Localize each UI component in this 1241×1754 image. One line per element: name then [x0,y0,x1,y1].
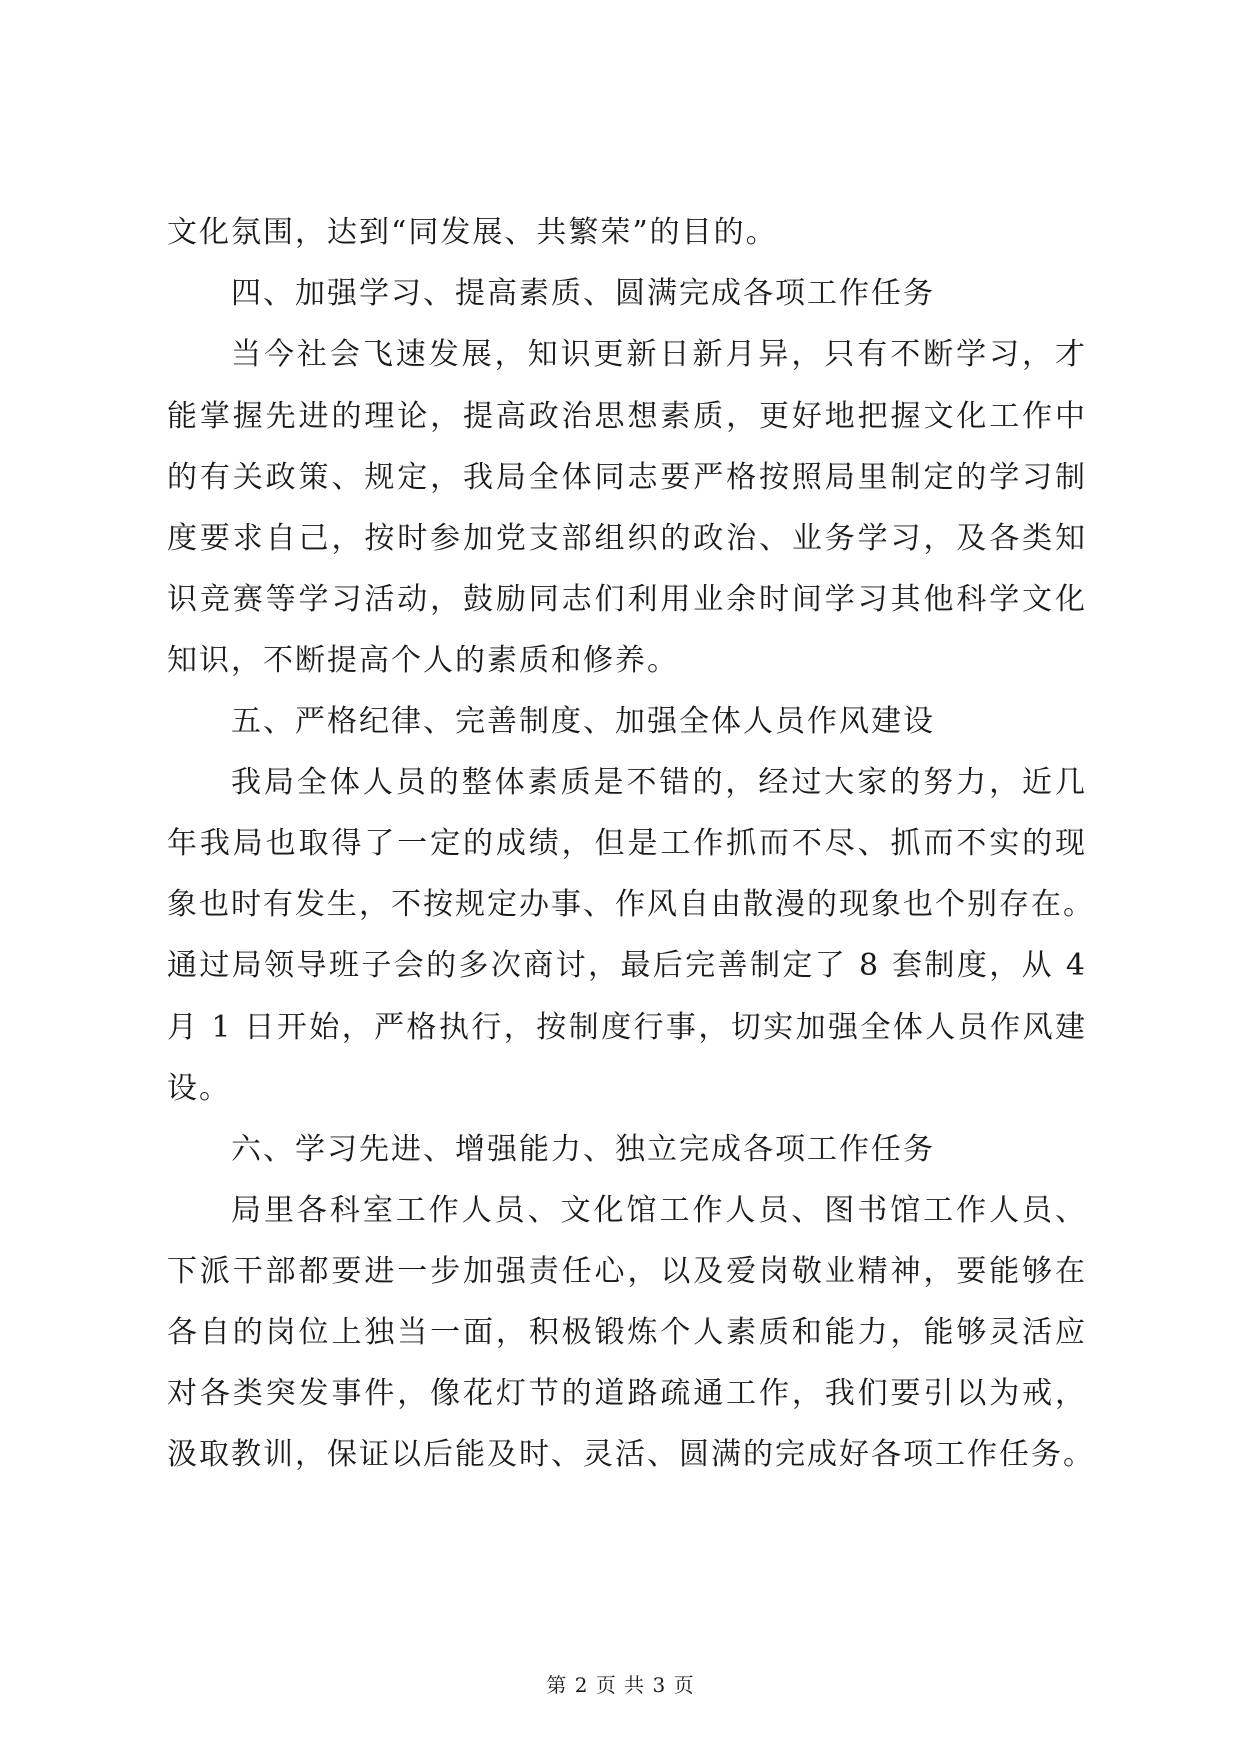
paragraph-line: 当今社会飞速发展，知识更新日新月异，只有不断学习，才 [231,337,1087,372]
paragraph-line: 通过局领导班子会的多次商讨，最后完善制定了 8 套制度，从 4 [167,948,1087,983]
paragraph-line: 象也时有发生，不按规定办事、作风自由散漫的现象也个别存在。 [167,887,1095,922]
paragraph-line: 识竞赛等学习活动，鼓励同志们利用业余时间学习其他科学文化 [167,582,1087,617]
paragraph-line: 的有关政策、规定，我局全体同志要严格按照局里制定的学习制 [167,460,1087,495]
section-heading: 五、严格纪律、完善制度、加强全体人员作风建设 [231,704,935,739]
paragraph-line: 文化氛围，达到“同发展、共繁荣”的目的。 [167,215,778,250]
paragraph-line: 设。 [167,1071,231,1106]
section-heading: 四、加强学习、提高素质、圆满完成各项工作任务 [231,276,935,311]
paragraph-line: 对各类突发事件，像花灯节的道路疏通工作，我们要引以为戒， [167,1376,1087,1411]
paragraph-line: 局里各科室工作人员、文化馆工作人员、图书馆工作人员、 [231,1193,1087,1228]
paragraph-line: 年我局也取得了一定的成绩，但是工作抓而不尽、抓而不实的现 [167,826,1087,861]
paragraph-line: 知识，不断提高个人的素质和修养。 [167,643,679,678]
paragraph-line: 汲取教训，保证以后能及时、灵活、圆满的完成好各项工作任务。 [167,1437,1095,1472]
paragraph-line: 度要求自己，按时参加党支部组织的政治、业务学习，及各类知 [167,521,1087,556]
paragraph-line: 我局全体人员的整体素质是不错的，经过大家的努力，近几 [231,765,1087,800]
paragraph-line: 能掌握先进的理论，提高政治思想素质，更好地把握文化工作中 [167,399,1087,434]
page-number-footer: 第 2 页 共 3 页 [546,1673,695,1697]
section-heading: 六、学习先进、增强能力、独立完成各项工作任务 [231,1132,935,1167]
paragraph-line: 下派干部都要进一步加强责任心，以及爱岗敬业精神，要能够在 [167,1254,1087,1289]
paragraph-line: 各自的岗位上独当一面，积极锻炼个人素质和能力，能够灵活应 [167,1315,1087,1350]
paragraph-line: 月 1 日开始，严格执行，按制度行事，切实加强全体人员作风建 [167,1010,1087,1045]
